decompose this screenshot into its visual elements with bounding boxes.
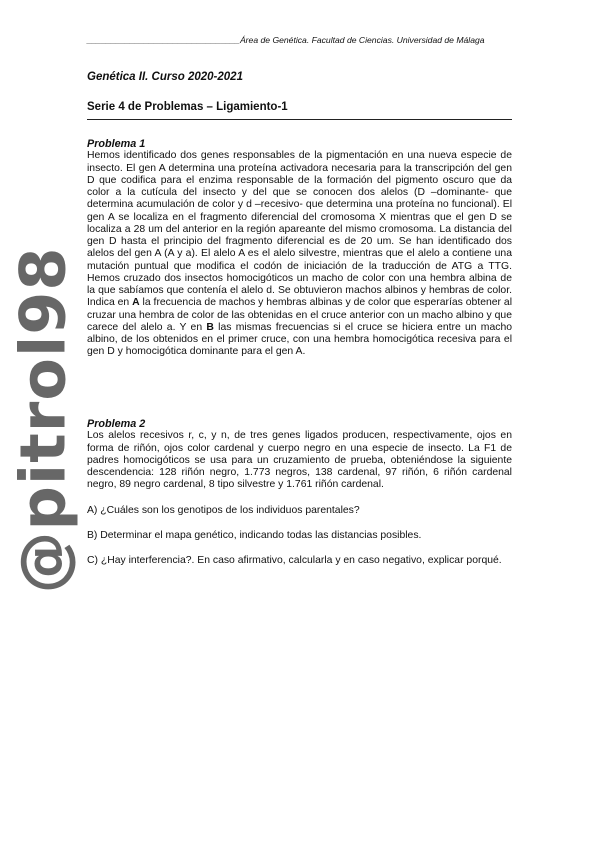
problem-1-text-part-c: las mismas frecuencias si el cruce se hiciera entre un macho albino, de los obtenidos en el primer cruce, con una hembra homocigótica recesiva para el gen D y homocigótica dominante para el gen A. bbox=[87, 321, 512, 358]
problem-2 bbox=[87, 418, 512, 567]
problem-1 bbox=[87, 138, 512, 359]
problem-2-text: Los alelos recesivos r, c, y n, de tres genes ligados producen, respectivamente, ojos en forma de riñón, ojos color cardenal y cuerpo negro en una especie de insecto. La F1 de padres homocigóticos se usa para un cruzamiento de prueba, obteniéndose la siguiente descendencia: 128 riñón negro, 1.773 negros, 138 cardenal, 97 riñón, 6 riñón cardenal negro, 89 negro cardenal, 8 tipo silvestre y 1.761 riñón cardenal. bbox=[87, 430, 512, 491]
problem-2-title: Problema 2 bbox=[87, 418, 146, 430]
watermark-text: @pitrol98 bbox=[6, 246, 80, 594]
series-title: Serie 4 de Problemas – Ligamiento-1 bbox=[87, 101, 288, 113]
course-title: Genética II. Curso 2020-2021 bbox=[87, 71, 243, 83]
question-b: B) Determinar el mapa genético, indicando todas las distancias posibles. bbox=[87, 529, 422, 541]
question-c: C) ¿Hay interferencia?. En caso afirmativo, calcularla y en caso negativo, explicar porqué. bbox=[87, 555, 502, 566]
problem-1-bold-a: A bbox=[132, 297, 140, 309]
problem-1-text bbox=[87, 150, 512, 358]
page-header bbox=[87, 35, 512, 45]
question-a: A) ¿Cuáles son los genotipos de los individuos parentales? bbox=[87, 504, 360, 516]
header-underline: ________________________________ bbox=[87, 35, 240, 45]
problem-1-text-part-b: la frecuencia de machos y hembras albinas y de color que esperarías obtener al cruzar una hembra de color de las obtenidas en el cruce anterior con un macho albino y que carece del alelo a. Y en bbox=[87, 297, 512, 333]
problem-1-title: Problema 1 bbox=[87, 138, 146, 150]
title-divider bbox=[87, 119, 512, 120]
header-text: Área de Genética. Facultad de Ciencias. Universidad de Málaga bbox=[239, 35, 485, 45]
problem-1-text-part-a: Hemos identificado dos genes responsables de la pigmentación en una nueva especie de insecto. El gen A determina una proteína activadora necesaria para la transcripción del gen D que codifica para el enzima responsable de la formación del pigmento oscuro que da color a la cutícula del insecto y del que se conocen dos alelos (D –dominante- que determina acumulación de color y d –recesivo- que determina una proteína no funcional). El gen A se localiza en el fragmento diferencial del cromosoma X mientras que el gen D se localiza a 28 um del anterior en la región apareante del mismo cromosoma. La distancia del gen D hasta el principio del fragmento diferencial es de 20 um. Se han identificado dos alelos del gen A (A y a). El alelo A es el alelo silvestre, mientras que el alelo a contiene una mutación puntual que modifica el codón de iniciación de la traducción de ATG a TTG. Hemos cruzado dos insectos homocigóticos un macho de color con una hembra albina de la que sabíamos que contenía el alelo d. Se obtuvieron machos albinos y hembras de color. Indica en bbox=[87, 150, 512, 309]
watermark bbox=[8, 230, 78, 610]
problem-1-bold-b: B bbox=[206, 321, 214, 333]
